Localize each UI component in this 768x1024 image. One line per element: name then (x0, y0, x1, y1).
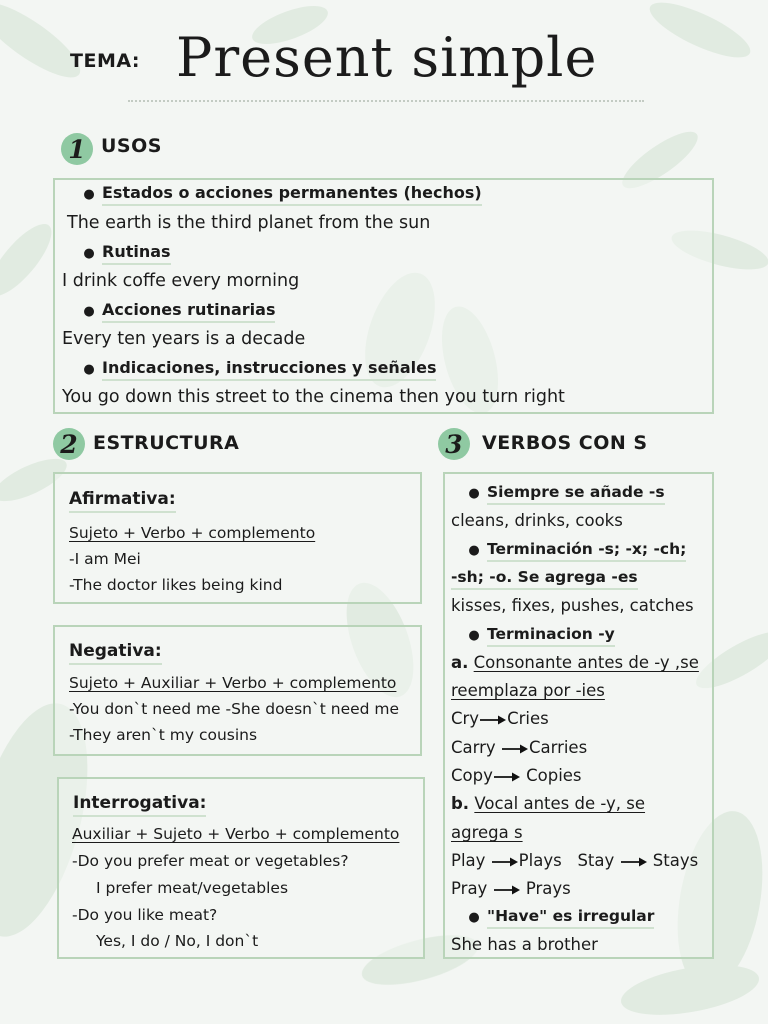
negativa-example: -They aren`t my cousins (69, 726, 258, 744)
rule-3a-text-cont: reemplaza por -ies (451, 681, 605, 700)
afirmativa-formula: Sujeto + Verbo + complemento (69, 524, 316, 542)
negativa-box (53, 625, 422, 756)
example-copy (451, 766, 582, 785)
negativa-label: Negativa: (69, 641, 162, 665)
verbos-example-4: She has a brother (451, 935, 598, 954)
usos-title: USOS (101, 135, 162, 157)
verb-with-s: Plays (518, 851, 562, 870)
verb-with-s: Prays (525, 879, 571, 898)
interrogativa-label: Interrogativa: (73, 793, 206, 817)
example-carry (451, 738, 587, 757)
afirmativa-label: Afirmativa: (69, 489, 176, 513)
verbos-rule-3 (461, 625, 615, 647)
verb-base: Play (451, 851, 486, 870)
usos-box (53, 178, 714, 414)
usos-item-2-example: I drink coffe every morning (62, 271, 300, 291)
verb-base: Pray (451, 879, 488, 898)
usos-item-heading: Indicaciones, instrucciones y señales (102, 358, 436, 381)
bullet-icon: ● (468, 543, 480, 558)
interrogativa-example: -Do you like meat? (72, 906, 218, 924)
verb-base: Carry (451, 738, 496, 757)
example-play-stay (451, 851, 698, 870)
bullet-icon: ● (468, 910, 480, 925)
verbos-example-1: cleans, drinks, cooks (451, 511, 623, 530)
arrow-right-icon (492, 857, 518, 867)
usos-item-heading: Rutinas (102, 242, 171, 265)
bullet-icon: ● (83, 362, 95, 377)
verbos-rule-2 (461, 540, 686, 562)
bullet-icon: ● (468, 628, 480, 643)
verbos-box (443, 472, 714, 959)
verb-base: Cry (451, 709, 480, 728)
tema-label: TEMA: (70, 50, 141, 72)
verbos-rule-4 (461, 907, 654, 929)
section-number-2: 2 (53, 428, 85, 460)
bullet-icon: ● (83, 304, 95, 319)
section-number-1: 1 (61, 133, 93, 165)
usos-item-1-heading (76, 183, 482, 206)
usos-item-1-example: The earth is the third planet from the sun (67, 213, 431, 233)
arrow-right-icon (502, 744, 528, 754)
verbos-rule-3a (451, 653, 699, 672)
interrogativa-example: -Do you prefer meat or vegetables? (72, 852, 349, 870)
rule-3a-label: a. (451, 653, 469, 672)
verbos-rule-text: -sh; -o. Se agrega -es (451, 568, 638, 590)
usos-item-heading: Acciones rutinarias (102, 300, 275, 323)
verb-with-s: Stays (652, 851, 699, 870)
verb-with-s: Copies (526, 766, 582, 785)
verbos-title: VERBOS CON S (482, 432, 648, 454)
interrogativa-box (57, 777, 425, 959)
example-cry (451, 709, 549, 728)
bullet-icon: ● (83, 187, 95, 202)
bullet-icon: ● (468, 486, 480, 501)
section-number-3: 3 (438, 428, 470, 460)
arrow-right-icon (494, 885, 520, 895)
title-divider (128, 100, 644, 102)
usos-item-3-example: Every ten years is a decade (62, 329, 306, 349)
interrogativa-formula: Auxiliar + Sujeto + Verbo + complemento (72, 825, 400, 843)
usos-item-4-example: You go down this street to the cinema then you turn right (62, 387, 565, 407)
arrow-right-icon (494, 772, 520, 782)
arrow-right-icon (621, 857, 647, 867)
verbos-rule-1 (461, 483, 665, 505)
rule-3b-text: Vocal antes de -y, se (474, 794, 646, 813)
usos-item-4-heading (76, 358, 436, 381)
page-title: Present simple (176, 26, 598, 89)
verb-with-s: Cries (507, 709, 549, 728)
rule-3b-text-cont: agrega s (451, 823, 523, 842)
usos-item-2-heading (76, 242, 171, 265)
afirmativa-example: -The doctor likes being kind (69, 576, 283, 594)
negativa-formula: Sujeto + Auxiliar + Verbo + complemento (69, 674, 397, 692)
verb-base: Stay (577, 851, 615, 870)
interrogativa-answer: I prefer meat/vegetables (96, 879, 289, 897)
afirmativa-box (53, 472, 422, 604)
arrow-right-icon (480, 715, 506, 725)
usos-item-heading: Estados o acciones permanentes (hechos) (102, 183, 482, 206)
estructura-title: ESTRUCTURA (93, 432, 240, 454)
verb-with-s: Carries (528, 738, 588, 757)
example-pray (451, 879, 571, 898)
verbos-example-2: kisses, fixes, pushes, catches (451, 596, 694, 615)
afirmativa-example: -I am Mei (69, 550, 141, 568)
interrogativa-answer: Yes, I do / No, I don`t (96, 932, 259, 950)
verbos-rule-text: Terminación -s; -x; -ch; (487, 540, 686, 562)
verbos-rule-text: "Have" es irregular (487, 907, 654, 929)
rule-3b-label: b. (451, 794, 470, 813)
negativa-example: -You don`t need me -She doesn`t need me (69, 700, 400, 718)
bullet-icon: ● (83, 246, 95, 261)
verb-base: Copy (451, 766, 493, 785)
rule-3a-text: Consonante antes de -y ,se (473, 653, 699, 672)
verbos-rule-2-cont (451, 568, 638, 590)
usos-item-3-heading (76, 300, 275, 323)
verbos-rule-text: Siempre se añade -s (487, 483, 665, 505)
verbos-rule-3b (451, 794, 645, 813)
verbos-rule-text: Terminacion -y (487, 625, 615, 647)
